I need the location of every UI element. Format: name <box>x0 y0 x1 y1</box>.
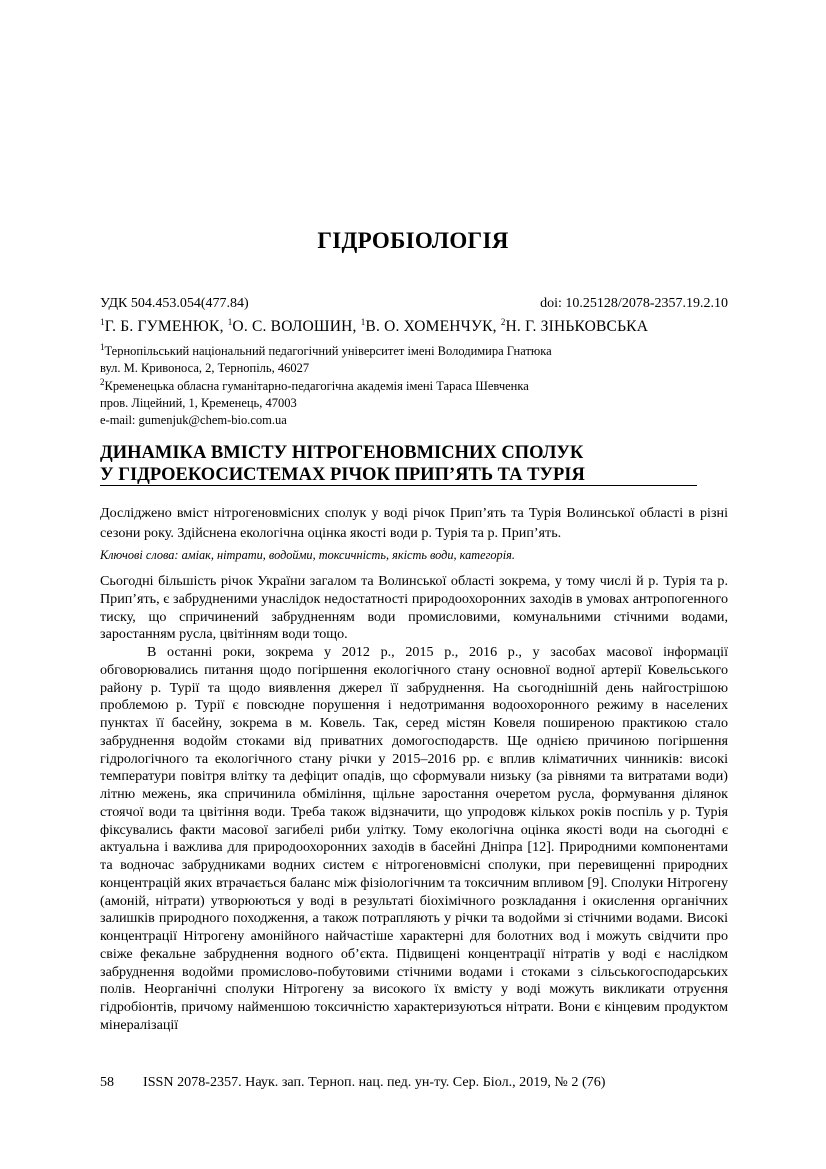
author-4: Н. Г. ЗІНЬКОВСЬКА <box>505 318 649 335</box>
author-3-affil-mark: 1 <box>360 316 366 327</box>
affiliation-2-mark: 2 <box>100 376 105 387</box>
article-body <box>100 573 728 1035</box>
author-2: О. С. ВОЛОШИН, <box>232 318 361 335</box>
author-1-affil-mark: 1 <box>100 316 105 327</box>
affiliation-1 <box>100 343 728 360</box>
doi: doi: 10.25128/2078-2357.19.2.10 <box>540 296 728 311</box>
affiliation-1-mark: 1 <box>100 341 105 352</box>
author-4-affil-mark: 2 <box>500 316 506 327</box>
page-number: 58 <box>100 1074 115 1090</box>
section-title: ГІДРОБІОЛОГІЯ <box>317 228 509 253</box>
article-title-line-1: ДИНАМІКА ВМІСТУ НІТРОГЕНОВМІСНИХ СПОЛУК <box>100 443 584 463</box>
author-1: Г. Б. ГУМЕНЮК, <box>104 318 228 335</box>
affiliation-2-name: Кременецька обласна гуманітарно-педагогічна академія імені Тараса Шевченка <box>104 378 529 393</box>
body-paragraph: В останні роки, зокрема у 2012 р., 2015 р., 2016 р., у засобах масової інформації обговорювались питання щодо погіршення екологічного стану основної водної артерії Ковельського району р. Турії та щодо виявлення джерел її забруднення. На сьогоднішній день найгострішою проблемою р. Турії є повсюдне порушення і недотримання водоохоронного режиму в населених пунктах її басейну, зокрема в м. Ковель. Так, серед містян Ковеля поширеною практикою стало забруднення водойм стоками від приватних домогосподарств. Ще однією причиною погіршення гідрологічного та екологічного стану річки у 2015–2016 рр. є вплив кліматичних чинників: високі температури повітря влітку та дефіцит опадів, що сформували низьку (за рівнями та витратами води) літню межень, яка спричинила обміління, щільне заростання очеретом русла, формування ділянок стоячої води та цвітіння води. Треба також відзначити, що упродовж кількох років поспіль у р. Турія фіксувались факти масової загибелі риби улітку. Тому екологічна оцінка якості води на сьогодні є актуальна і важлива для природоохоронних заходів в басейні Дніпра [12]. Природними компонентами та водночас забрудниками водних систем є нітрогеновмісні сполуки, при перевищенні природних концентрацій яких втрачається баланс між фізіологічним та токсичним впливом [9]. Сполуки Нітрогену (амоній, нітрати) утворюються у воді в результаті біохімічного розкладання і окислення органічних залишків природного походження, а також потрапляють у річки та водойми зі стічними водами. Високі концентрації Нітрогену амонійного найчастіше характерні для болотних вод і можуть свідчити про свіже фекальне забруднення водного об’єкта. Підвищені концентрації нітратів у воді є наслідком забруднення водойми промислово-побутовими стічними водами і стоками з сільськогосподарських полів. Неорганічні сполуки Нітрогену за високого їх вмісту у воді можуть викликати отруєння гідробіонтів, причому найменшою токсичністю характеризуються нітрати. Вони є кінцевим продуктом мінералізації <box>100 644 728 1033</box>
udk-code: УДК 504.453.054(477.84) <box>100 296 249 311</box>
article-title <box>100 442 728 486</box>
udk-doi-row <box>100 296 728 312</box>
author-3: В. О. ХОМЕНЧУК, <box>365 318 501 335</box>
article-title-line-2: У ГІДРОЕКОСИСТЕМАХ РІЧОК ПРИП’ЯТЬ ТА ТУРІЯ <box>100 465 585 485</box>
author-2-affil-mark: 1 <box>227 316 233 327</box>
author-list <box>100 318 728 336</box>
title-underline <box>100 485 697 486</box>
affiliations <box>100 343 728 429</box>
page-footer <box>100 1074 728 1091</box>
abstract: Досліджено вміст нітрогеновмісних сполук у воді річок Прип’ять та Турія Волинської області в різні сезони року. Здійснена екологічна оцінка якості води р. Турія та р. Прип’ять. <box>100 505 728 541</box>
keywords: Ключові слова: аміак, нітрати, водойми, токсичність, якість води, категорія. <box>100 548 515 562</box>
contact-email: e-mail: gumenjuk@chem-bio.com.ua <box>100 413 287 428</box>
affiliation-2 <box>100 378 728 395</box>
affiliation-2-address: пров. Ліцейний, 1, Кременець, 47003 <box>100 395 297 410</box>
journal-citation: ISSN 2078-2357. Наук. зап. Терноп. нац. пед. ун-ту. Сер. Біол., 2019, № 2 (76) <box>143 1074 606 1090</box>
affiliation-1-name: Тернопільський національний педагогічний університет імені Володимира Гнатюка <box>104 344 552 358</box>
affiliation-1-address: вул. М. Кривоноса, 2, Тернопіль, 46027 <box>100 361 310 376</box>
body-paragraph: Сьогодні більшість річок України загалом та Волинської області зокрема, у тому числі й р. Турія та р. Прип’ять, є забрудненими унаслідок недостатності природоохоронних заходів в умовах антропогенного тиску, що спричинений забрудненням води промисловими, комунальними стічними водами, заростанням русла, цвітінням води тощо. <box>100 573 728 643</box>
